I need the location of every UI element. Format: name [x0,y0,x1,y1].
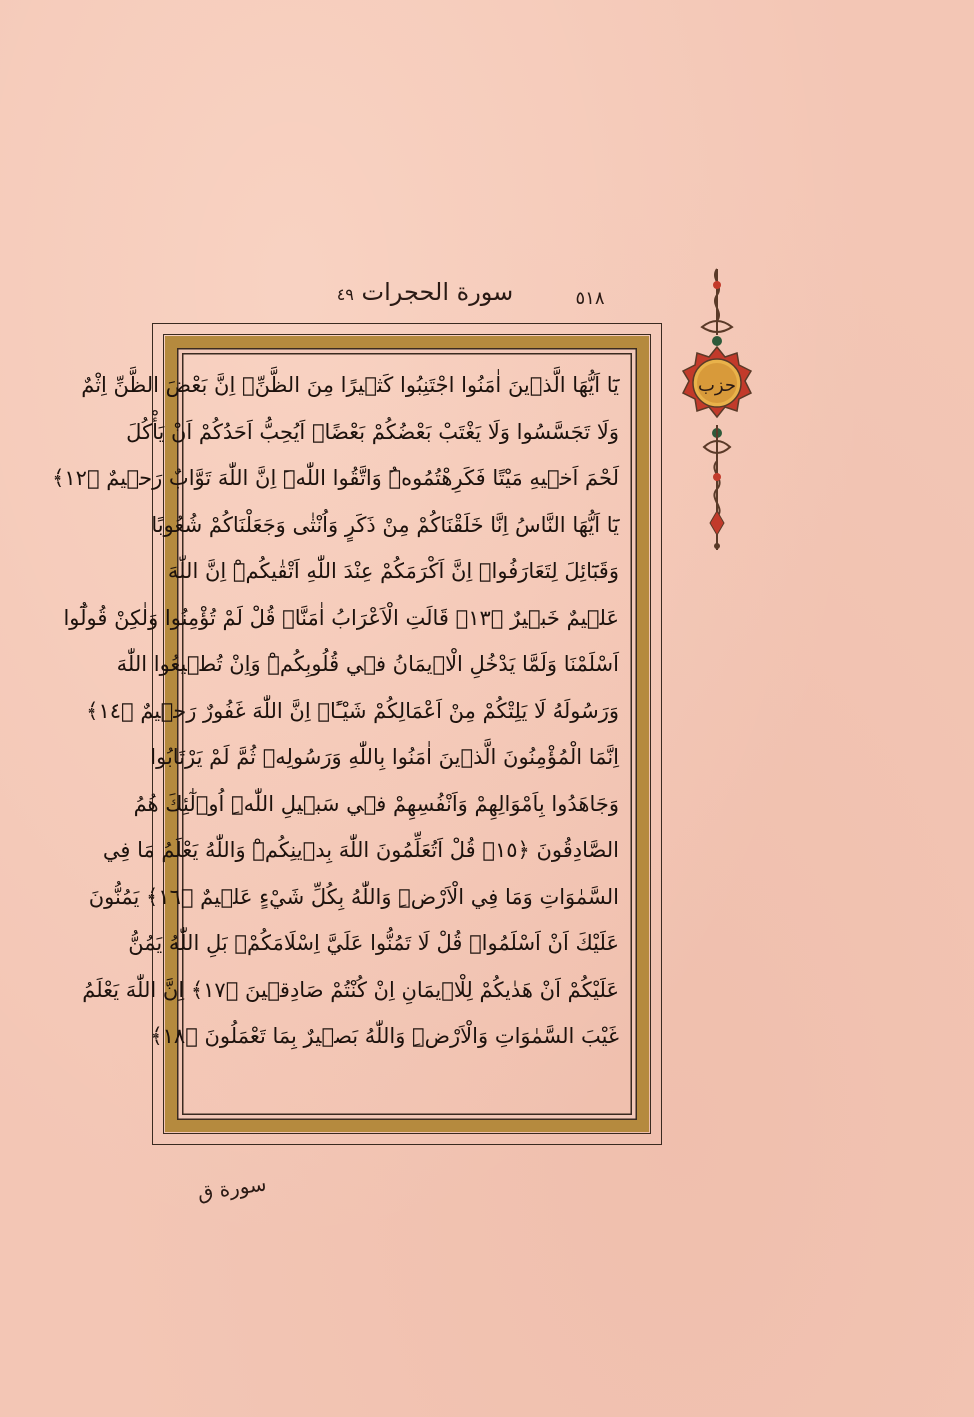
text-line: عَل۪يمٌ خَب۪يرٌ ﴿١٣﴾ قَالَتِ الْاَعْرَابُ اٰمَنَّاۜ قُلْ لَمْ تُؤْمِنُوا وَلٰكِنْ قُولُٓوا [63,605,619,630]
page-number: ٥١٨ [575,288,605,309]
text-block [52,362,619,1106]
text-line: يَٓا اَيُّهَا الَّذ۪ينَ اٰمَنُوا اجْتَنِبُوا كَث۪يرًا مِنَ الظَّنِّۘ اِنَّ بَعْضَ الظَّنِّ اِثْمٌ [81,373,619,397]
text-line: اَسْلَمْنَا وَلَمَّا يَدْخُلِ الْا۪يمَانُ ف۪ي قُلُوبِكُمْۜ وَاِنْ تُط۪يعُوا اللّٰهَ [116,652,619,676]
text-line: عَلَيْكَ اَنْ اَسْلَمُواۜ قُلْ لَا تَمُنُّوا عَلَيَّ اِسْلَامَكُمْۚ بَلِ اللّٰهُ يَمُنُّ [128,931,619,955]
text-line: وَقَبَٓائِلَ لِتَعَارَفُواۜ اِنَّ اَكْرَمَكُمْ عِنْدَ اللّٰهِ اَتْقٰيكُمْۜ اِنَّ اللّٰهَ [167,559,619,583]
surah-title [330,272,520,312]
text-line: عَلَيْكُمْ اَنْ هَدٰيكُمْ لِلْا۪يمَانِ اِنْ كُنْتُمْ صَادِق۪ينَ ﴿١٧﴾ اِنَّ اللّٰهَ يَعْلَمُ [82,977,619,1002]
surah-title-text: سورة الحجرات [361,278,514,306]
text-line: اِنَّمَا الْمُؤْمِنُونَ الَّذ۪ينَ اٰمَنُوا بِاللّٰهِ وَرَسُولِه۪ ثُمَّ لَمْ يَرْتَابُوا [150,745,619,769]
text-line: غَيْبَ السَّمٰوَاتِ وَالْاَرْضِۜ وَاللّٰهُ بَص۪يرٌ بِمَا تَعْمَلُونَ ﴿١٨﴾ [150,1024,619,1048]
text-line: وَرَسُولَهُ لَا يَلِتْكُمْ مِنْ اَعْمَالِكُمْ شَيْـًٔاۜ اِنَّ اللّٰهَ غَفُورٌ رَح۪يمٌ ﴿١٤﴾ [86,698,619,723]
catchword: سورة ق [195,1171,268,1205]
surah-number: ٤٩ [336,285,354,304]
text-line: يَٓا اَيُّهَا النَّاسُ اِنَّا خَلَقْنَاكُمْ مِنْ ذَكَرٍ وَاُنْثٰى وَجَعَلْنَاكُمْ شُعُوبًا [151,512,619,537]
hizb-label: حزب [697,375,737,396]
text-line: السَّمٰوَاتِ وَمَا فِي الْاَرْضِۜ وَاللّٰهُ بِكُلِّ شَيْءٍ عَل۪يمٌ ﴿١٦﴾ يَمُنُّونَ [88,884,619,909]
text-line: وَلَا تَجَسَّسُوا وَلَا يَغْتَبْ بَعْضُكُمْ بَعْضًاۜ اَيُحِبُّ اَحَدُكُمْ اَنْ يَأْكُلَ [126,419,619,444]
text-line: الصَّادِقُونَ ﴿١٥﴾ قُلْ اَتُعَلِّمُونَ اللّٰهَ بِد۪ينِكُمْۜ وَاللّٰهُ يَعْلَمُ مَا فِي [102,838,619,862]
text-line: لَحْمَ اَخ۪يهِ مَيْتًا فَكَرِهْتُمُوهُۜ وَاتَّقُوا اللّٰهَۜ اِنَّ اللّٰهَ تَوَّابٌ رَح۪يمٌ ﴿١٢﴾ [52,466,619,490]
hizb-rosette-icon [680,265,754,555]
hizb-marker [680,265,754,555]
text-line: وَجَاهَدُوا بِاَمْوَالِهِمْ وَاَنْفُسِهِمْ ف۪ي سَب۪يلِ اللّٰهِۜ اُو۬لٰٓئِكَ هُمُ [133,791,619,816]
